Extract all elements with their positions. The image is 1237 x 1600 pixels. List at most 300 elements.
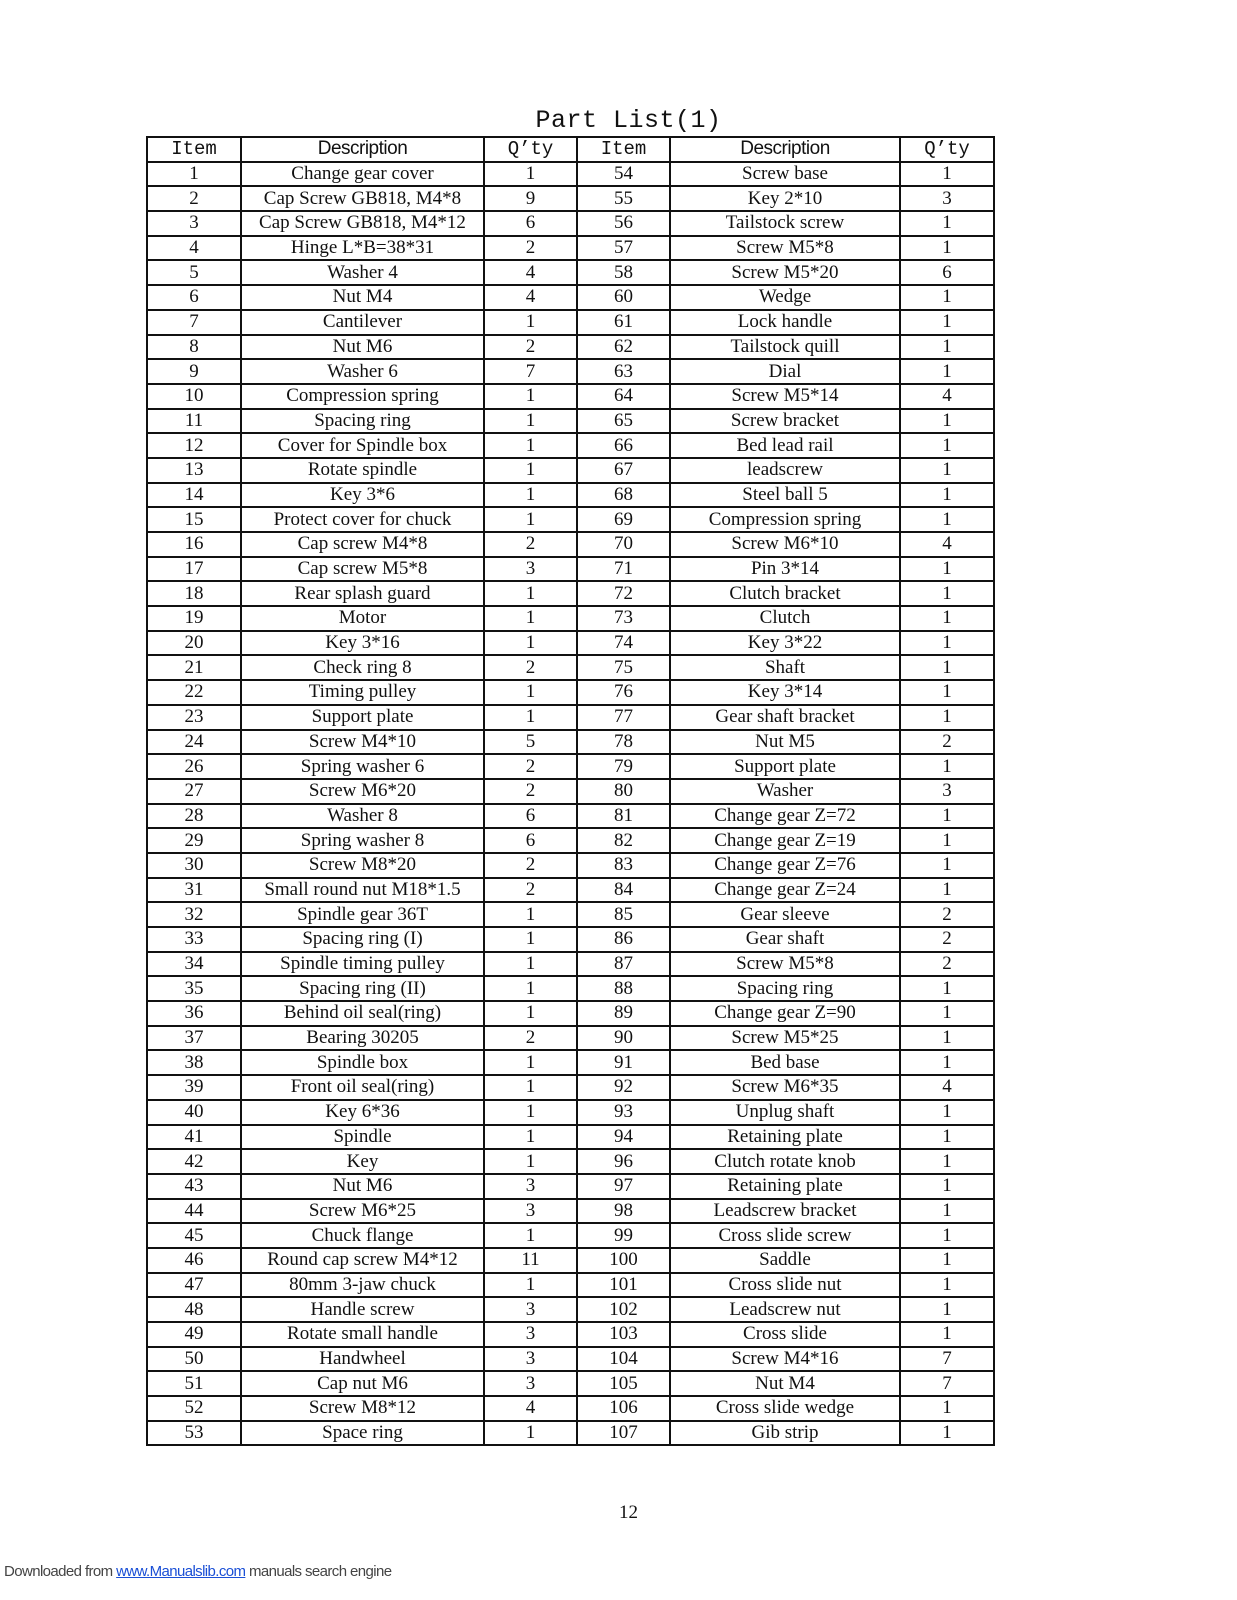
table-row (147, 162, 994, 187)
item-number: 23 (147, 705, 241, 730)
quantity: 1 (900, 211, 994, 236)
item-number: 101 (577, 1273, 670, 1298)
item-number: 86 (577, 927, 670, 952)
footer-prefix: Downloaded from (4, 1563, 117, 1580)
quantity: 1 (484, 162, 577, 187)
quantity: 3 (484, 1347, 577, 1372)
item-number: 36 (147, 1001, 241, 1026)
quantity: 1 (484, 680, 577, 705)
description: Change gear Z=90 (670, 1001, 900, 1026)
quantity: 1 (900, 1248, 994, 1273)
item-number: 43 (147, 1174, 241, 1199)
table-row (147, 754, 994, 779)
quantity: 1 (900, 409, 994, 434)
description: Bed lead rail (670, 433, 900, 458)
table-row (147, 804, 994, 829)
item-number: 62 (577, 335, 670, 360)
description: Gear shaft (670, 927, 900, 952)
item-number: 97 (577, 1174, 670, 1199)
quantity: 1 (900, 655, 994, 680)
description: Screw M6*20 (241, 779, 484, 804)
table-row (147, 1273, 994, 1298)
header-description: Description (670, 137, 900, 162)
quantity: 7 (900, 1371, 994, 1396)
item-number: 11 (147, 409, 241, 434)
quantity: 1 (900, 804, 994, 829)
quantity: 1 (900, 1199, 994, 1224)
item-number: 6 (147, 285, 241, 310)
quantity: 1 (900, 335, 994, 360)
item-number: 103 (577, 1322, 670, 1347)
description: Screw M8*12 (241, 1396, 484, 1421)
item-number: 77 (577, 705, 670, 730)
table-row (147, 260, 994, 285)
description: Screw M8*20 (241, 853, 484, 878)
item-number: 7 (147, 310, 241, 335)
description: Compression spring (670, 507, 900, 532)
description: Cross slide nut (670, 1273, 900, 1298)
description: Nut M5 (670, 730, 900, 755)
quantity: 2 (484, 335, 577, 360)
quantity: 1 (484, 631, 577, 656)
item-number: 35 (147, 976, 241, 1001)
description: Leadscrew bracket (670, 1199, 900, 1224)
item-number: 2 (147, 186, 241, 211)
description: Small round nut M18*1.5 (241, 878, 484, 903)
item-number: 89 (577, 1001, 670, 1026)
table-row (147, 952, 994, 977)
item-number: 61 (577, 310, 670, 335)
quantity: 1 (900, 310, 994, 335)
quantity: 1 (900, 483, 994, 508)
quantity: 1 (484, 952, 577, 977)
table-row (147, 655, 994, 680)
quantity: 3 (900, 779, 994, 804)
quantity: 3 (484, 1371, 577, 1396)
description: Spacing ring (II) (241, 976, 484, 1001)
item-number: 90 (577, 1026, 670, 1051)
table-row (147, 335, 994, 360)
description: Spindle (241, 1125, 484, 1150)
description: Leadscrew nut (670, 1297, 900, 1322)
table-row (147, 1322, 994, 1347)
item-number: 93 (577, 1100, 670, 1125)
description: Screw M6*25 (241, 1199, 484, 1224)
table-row (147, 1001, 994, 1026)
description: Screw M5*8 (670, 952, 900, 977)
description: Gib strip (670, 1421, 900, 1446)
description: Change gear Z=72 (670, 804, 900, 829)
quantity: 6 (484, 804, 577, 829)
quantity: 9 (484, 186, 577, 211)
table-row (147, 1248, 994, 1273)
description: Screw M4*16 (670, 1347, 900, 1372)
table-row (147, 1026, 994, 1051)
item-number: 34 (147, 952, 241, 977)
quantity: 1 (900, 1149, 994, 1174)
footer (4, 1563, 391, 1580)
description: Cantilever (241, 310, 484, 335)
quantity: 1 (900, 1396, 994, 1421)
item-number: 107 (577, 1421, 670, 1446)
quantity: 2 (900, 902, 994, 927)
table-row (147, 606, 994, 631)
table-row (147, 1421, 994, 1446)
quantity: 3 (484, 1297, 577, 1322)
quantity: 4 (484, 1396, 577, 1421)
item-number: 70 (577, 532, 670, 557)
table-row (147, 1371, 994, 1396)
quantity: 2 (484, 655, 577, 680)
description: Nut M4 (241, 285, 484, 310)
quantity: 1 (900, 680, 994, 705)
quantity: 2 (900, 730, 994, 755)
quantity: 1 (484, 1001, 577, 1026)
item-number: 41 (147, 1125, 241, 1150)
description: Tailstock screw (670, 211, 900, 236)
item-number: 38 (147, 1050, 241, 1075)
quantity: 1 (484, 1149, 577, 1174)
item-number: 55 (577, 186, 670, 211)
description: Unplug shaft (670, 1100, 900, 1125)
item-number: 91 (577, 1050, 670, 1075)
description: Spindle gear 36T (241, 902, 484, 927)
description: Key 3*6 (241, 483, 484, 508)
header-item: Item (147, 137, 241, 162)
description: Support plate (241, 705, 484, 730)
footer-suffix: manuals search engine (245, 1563, 392, 1580)
table-row (147, 730, 994, 755)
item-number: 76 (577, 680, 670, 705)
quantity: 1 (900, 1322, 994, 1347)
table-row (147, 186, 994, 211)
quantity: 1 (900, 1050, 994, 1075)
item-number: 84 (577, 878, 670, 903)
quantity: 1 (484, 1421, 577, 1446)
item-number: 64 (577, 384, 670, 409)
quantity: 1 (900, 853, 994, 878)
description: Screw M5*25 (670, 1026, 900, 1051)
description: Clutch rotate knob (670, 1149, 900, 1174)
quantity: 11 (484, 1248, 577, 1273)
quantity: 1 (484, 1125, 577, 1150)
quantity: 1 (484, 409, 577, 434)
description: Bearing 30205 (241, 1026, 484, 1051)
item-number: 1 (147, 162, 241, 187)
quantity: 1 (484, 581, 577, 606)
header-qty: Q’ty (484, 137, 577, 162)
quantity: 1 (900, 1297, 994, 1322)
description: Spindle box (241, 1050, 484, 1075)
quantity: 2 (484, 853, 577, 878)
quantity: 3 (484, 1199, 577, 1224)
item-number: 31 (147, 878, 241, 903)
item-number: 66 (577, 433, 670, 458)
quantity: 1 (900, 458, 994, 483)
item-number: 13 (147, 458, 241, 483)
description: Screw M4*10 (241, 730, 484, 755)
quantity: 1 (900, 359, 994, 384)
description: Rear splash guard (241, 581, 484, 606)
quantity: 6 (900, 260, 994, 285)
quantity: 1 (900, 236, 994, 261)
item-number: 53 (147, 1421, 241, 1446)
item-number: 14 (147, 483, 241, 508)
table-row (147, 236, 994, 261)
description: leadscrew (670, 458, 900, 483)
header-description: Description (241, 137, 484, 162)
item-number: 22 (147, 680, 241, 705)
description: Spindle timing pulley (241, 952, 484, 977)
item-number: 88 (577, 976, 670, 1001)
table-row (147, 1174, 994, 1199)
item-number: 104 (577, 1347, 670, 1372)
quantity: 1 (900, 705, 994, 730)
table-row (147, 705, 994, 730)
item-number: 81 (577, 804, 670, 829)
table-row (147, 631, 994, 656)
description: Screw M5*20 (670, 260, 900, 285)
description: Shaft (670, 655, 900, 680)
item-number: 47 (147, 1273, 241, 1298)
item-number: 87 (577, 952, 670, 977)
item-number: 24 (147, 730, 241, 755)
table-row (147, 1223, 994, 1248)
table-row (147, 557, 994, 582)
description: Check ring 8 (241, 655, 484, 680)
description: Screw base (670, 162, 900, 187)
description: Screw bracket (670, 409, 900, 434)
description: Behind oil seal(ring) (241, 1001, 484, 1026)
quantity: 1 (484, 606, 577, 631)
item-number: 4 (147, 236, 241, 261)
description: Change gear cover (241, 162, 484, 187)
quantity: 1 (900, 606, 994, 631)
table-row (147, 507, 994, 532)
description: Tailstock quill (670, 335, 900, 360)
quantity: 1 (900, 631, 994, 656)
quantity: 1 (484, 1075, 577, 1100)
description: Cap screw M4*8 (241, 532, 484, 557)
quantity: 1 (900, 828, 994, 853)
description: Retaining plate (670, 1125, 900, 1150)
quantity: 2 (484, 1026, 577, 1051)
quantity: 1 (484, 458, 577, 483)
table-row (147, 680, 994, 705)
item-number: 16 (147, 532, 241, 557)
table-row (147, 902, 994, 927)
quantity: 2 (900, 952, 994, 977)
description: Dial (670, 359, 900, 384)
table-row (147, 458, 994, 483)
description: Cap screw M5*8 (241, 557, 484, 582)
item-number: 40 (147, 1100, 241, 1125)
page-title: Part List(1) (535, 106, 722, 135)
table-row (147, 359, 994, 384)
item-number: 99 (577, 1223, 670, 1248)
description: Screw M5*14 (670, 384, 900, 409)
description: Cap Screw GB818, M4*8 (241, 186, 484, 211)
item-number: 106 (577, 1396, 670, 1421)
table-row (147, 1149, 994, 1174)
description: Cap nut M6 (241, 1371, 484, 1396)
description: Round cap screw M4*12 (241, 1248, 484, 1273)
footer-link[interactable]: www.Manualslib.com (116, 1563, 246, 1580)
quantity: 1 (900, 1100, 994, 1125)
item-number: 58 (577, 260, 670, 285)
quantity: 1 (900, 754, 994, 779)
description: Rotate small handle (241, 1322, 484, 1347)
quantity: 1 (484, 310, 577, 335)
table-row (147, 878, 994, 903)
description: Bed base (670, 1050, 900, 1075)
description: Cross slide wedge (670, 1396, 900, 1421)
description: Timing pulley (241, 680, 484, 705)
quantity: 5 (484, 730, 577, 755)
table-row (147, 1347, 994, 1372)
quantity: 1 (900, 1273, 994, 1298)
header-row (147, 137, 994, 162)
description: Key 6*36 (241, 1100, 484, 1125)
description: Cover for Spindle box (241, 433, 484, 458)
description: Spacing ring (670, 976, 900, 1001)
description: Washer 6 (241, 359, 484, 384)
item-number: 80 (577, 779, 670, 804)
parts-table (146, 136, 995, 1446)
description: Rotate spindle (241, 458, 484, 483)
table-row (147, 853, 994, 878)
item-number: 32 (147, 902, 241, 927)
item-number: 72 (577, 581, 670, 606)
item-number: 65 (577, 409, 670, 434)
description: Change gear Z=76 (670, 853, 900, 878)
quantity: 1 (484, 384, 577, 409)
description: Nut M4 (670, 1371, 900, 1396)
table-row (147, 409, 994, 434)
quantity: 4 (900, 1075, 994, 1100)
quantity: 3 (484, 557, 577, 582)
item-number: 51 (147, 1371, 241, 1396)
table-row (147, 1297, 994, 1322)
quantity: 2 (484, 878, 577, 903)
description: Cross slide (670, 1322, 900, 1347)
description: Spacing ring (241, 409, 484, 434)
quantity: 1 (484, 507, 577, 532)
quantity: 1 (484, 705, 577, 730)
item-number: 54 (577, 162, 670, 187)
item-number: 49 (147, 1322, 241, 1347)
item-number: 8 (147, 335, 241, 360)
table-row (147, 211, 994, 236)
item-number: 83 (577, 853, 670, 878)
item-number: 5 (147, 260, 241, 285)
quantity: 2 (484, 532, 577, 557)
description: 80mm 3-jaw chuck (241, 1273, 484, 1298)
description: Space ring (241, 1421, 484, 1446)
description: Spacing ring (I) (241, 927, 484, 952)
quantity: 1 (900, 507, 994, 532)
description: Key 2*10 (670, 186, 900, 211)
quantity: 4 (484, 285, 577, 310)
item-number: 39 (147, 1075, 241, 1100)
item-number: 18 (147, 581, 241, 606)
item-number: 75 (577, 655, 670, 680)
item-number: 27 (147, 779, 241, 804)
quantity: 1 (900, 285, 994, 310)
quantity: 3 (484, 1322, 577, 1347)
item-number: 56 (577, 211, 670, 236)
quantity: 1 (484, 976, 577, 1001)
item-number: 20 (147, 631, 241, 656)
item-number: 100 (577, 1248, 670, 1273)
page-number: 12 (619, 1502, 638, 1523)
description: Hinge L*B=38*31 (241, 236, 484, 261)
quantity: 1 (484, 1273, 577, 1298)
table-row (147, 1396, 994, 1421)
item-number: 92 (577, 1075, 670, 1100)
item-number: 74 (577, 631, 670, 656)
item-number: 60 (577, 285, 670, 310)
item-number: 105 (577, 1371, 670, 1396)
item-number: 3 (147, 211, 241, 236)
table-row (147, 581, 994, 606)
quantity: 1 (900, 1001, 994, 1026)
quantity: 4 (484, 260, 577, 285)
description: Gear sleeve (670, 902, 900, 927)
header-qty: Q’ty (900, 137, 994, 162)
quantity: 1 (900, 976, 994, 1001)
item-number: 79 (577, 754, 670, 779)
quantity: 1 (900, 581, 994, 606)
description: Wedge (670, 285, 900, 310)
description: Saddle (670, 1248, 900, 1273)
description: Change gear Z=24 (670, 878, 900, 903)
description: Handle screw (241, 1297, 484, 1322)
item-number: 29 (147, 828, 241, 853)
quantity: 1 (484, 1100, 577, 1125)
quantity: 2 (484, 779, 577, 804)
quantity: 3 (900, 186, 994, 211)
quantity: 7 (484, 359, 577, 384)
description: Gear shaft bracket (670, 705, 900, 730)
item-number: 26 (147, 754, 241, 779)
description: Screw M6*35 (670, 1075, 900, 1100)
item-number: 73 (577, 606, 670, 631)
quantity: 2 (900, 927, 994, 952)
item-number: 15 (147, 507, 241, 532)
description: Washer 8 (241, 804, 484, 829)
description: Key 3*22 (670, 631, 900, 656)
item-number: 52 (147, 1396, 241, 1421)
table-row (147, 976, 994, 1001)
item-number: 28 (147, 804, 241, 829)
quantity: 1 (484, 927, 577, 952)
item-number: 37 (147, 1026, 241, 1051)
description: Handwheel (241, 1347, 484, 1372)
quantity: 1 (484, 902, 577, 927)
quantity: 1 (900, 162, 994, 187)
item-number: 57 (577, 236, 670, 261)
description: Compression spring (241, 384, 484, 409)
table-row (147, 384, 994, 409)
quantity: 1 (900, 557, 994, 582)
table-row (147, 927, 994, 952)
description: Screw M5*8 (670, 236, 900, 261)
table-row (147, 1199, 994, 1224)
description: Cross slide screw (670, 1223, 900, 1248)
table-row (147, 532, 994, 557)
description: Motor (241, 606, 484, 631)
